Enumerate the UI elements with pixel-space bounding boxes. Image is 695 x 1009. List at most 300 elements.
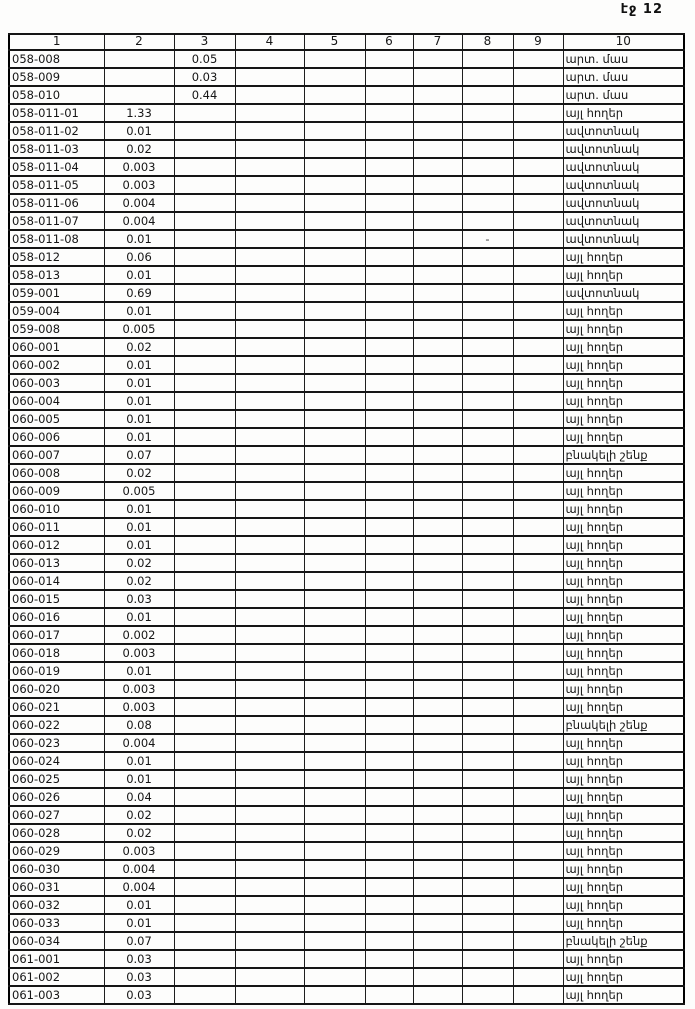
cell-empty-9 [513,986,563,1004]
column-header: 3 [174,34,235,50]
table-row [9,176,684,194]
cell-empty-4 [235,248,304,266]
cell-area-value: 0.01 [104,428,174,446]
cell-empty-6 [365,554,413,572]
table-row [9,320,684,338]
cell-empty-9 [513,896,563,914]
cell-empty-5 [304,266,365,284]
cell-empty-5 [304,230,365,248]
cell-land-use-type: ավտոտնակ [563,140,684,158]
cell-empty-5 [304,752,365,770]
cell-parcel-code: 060-014 [9,572,104,590]
cell-area-value: 0.004 [104,878,174,896]
cell-empty-4 [235,950,304,968]
cell-empty-8 [462,464,513,482]
cell-empty-7 [413,518,462,536]
cell-empty-9 [513,626,563,644]
cell-land-use-type: այլ հողեր [563,770,684,788]
cell-empty-7 [413,176,462,194]
cell-empty-9 [513,50,563,68]
cell-area-value: 0.02 [104,464,174,482]
cell-empty-7 [413,140,462,158]
cell-area-value-2 [174,572,235,590]
cell-parcel-code: 060-033 [9,914,104,932]
cell-land-use-type: ավտոտնակ [563,284,684,302]
cell-empty-6 [365,842,413,860]
cell-land-use-type: այլ հողեր [563,986,684,1004]
cell-empty-9 [513,860,563,878]
cell-empty-5 [304,698,365,716]
cell-empty-4 [235,806,304,824]
cell-area-value: 0.01 [104,392,174,410]
table-row [9,734,684,752]
cell-empty-9 [513,554,563,572]
cell-empty-8 [462,680,513,698]
cell-empty-8 [462,86,513,104]
cell-empty-9 [513,698,563,716]
cell-parcel-code: 058-012 [9,248,104,266]
cell-empty-9 [513,734,563,752]
cell-parcel-code: 060-024 [9,752,104,770]
cell-empty-7 [413,230,462,248]
cell-empty-4 [235,716,304,734]
table-row [9,68,684,86]
cell-area-value-2 [174,716,235,734]
cell-empty-9 [513,68,563,86]
table-row [9,968,684,986]
cell-land-use-type: բնակելի շենք [563,932,684,950]
cell-empty-6 [365,212,413,230]
cell-empty-8 [462,572,513,590]
cell-empty-4 [235,644,304,662]
cell-parcel-code: 058-011-03 [9,140,104,158]
cell-land-use-type: ավտոտնակ [563,158,684,176]
cell-empty-4 [235,500,304,518]
table-row [9,410,684,428]
cell-area-value: 0.005 [104,320,174,338]
cell-empty-8 [462,626,513,644]
land-parcel-table [8,33,685,1005]
cell-empty-6 [365,770,413,788]
cell-empty-7 [413,194,462,212]
table-row [9,554,684,572]
cell-area-value-2 [174,950,235,968]
cell-empty-8 [462,500,513,518]
cell-empty-6 [365,140,413,158]
cell-parcel-code: 060-025 [9,770,104,788]
cell-parcel-code: 060-013 [9,554,104,572]
cell-area-value-2 [174,608,235,626]
cell-area-value: 0.07 [104,932,174,950]
cell-area-value-2 [174,590,235,608]
cell-empty-8 [462,248,513,266]
cell-area-value-2 [174,284,235,302]
cell-parcel-code: 060-010 [9,500,104,518]
cell-land-use-type: բնակելի շենք [563,446,684,464]
cell-land-use-type: այլ հողեր [563,662,684,680]
cell-empty-7 [413,500,462,518]
cell-area-value-2 [174,644,235,662]
cell-area-value: 0.004 [104,860,174,878]
cell-area-value-2 [174,356,235,374]
cell-area-value-2 [174,662,235,680]
cell-area-value [104,86,174,104]
cell-empty-7 [413,284,462,302]
cell-empty-5 [304,770,365,788]
cell-parcel-code: 060-026 [9,788,104,806]
cell-parcel-code: 058-011-05 [9,176,104,194]
cell-empty-4 [235,482,304,500]
table-row [9,122,684,140]
cell-empty-9 [513,104,563,122]
cell-empty-7 [413,104,462,122]
cell-area-value-2: 0.44 [174,86,235,104]
cell-empty-6 [365,734,413,752]
cell-empty-5 [304,950,365,968]
cell-parcel-code: 060-016 [9,608,104,626]
cell-empty-9 [513,158,563,176]
cell-empty-7 [413,50,462,68]
table-row [9,536,684,554]
column-header: 8 [462,34,513,50]
cell-land-use-type: այլ հողեր [563,464,684,482]
table-row [9,140,684,158]
cell-empty-5 [304,212,365,230]
cell-empty-5 [304,878,365,896]
cell-empty-9 [513,230,563,248]
cell-empty-7 [413,392,462,410]
cell-empty-8 [462,914,513,932]
cell-empty-4 [235,896,304,914]
cell-area-value-2 [174,536,235,554]
table-row [9,446,684,464]
cell-empty-6 [365,572,413,590]
cell-area-value-2 [174,788,235,806]
cell-empty-4 [235,842,304,860]
cell-empty-4 [235,788,304,806]
cell-empty-7 [413,626,462,644]
table-row [9,986,684,1004]
cell-empty-9 [513,320,563,338]
cell-empty-4 [235,176,304,194]
cell-empty-4 [235,104,304,122]
cell-area-value: 0.01 [104,356,174,374]
cell-land-use-type: այլ հողեր [563,644,684,662]
cell-empty-5 [304,662,365,680]
cell-empty-7 [413,788,462,806]
cell-empty-6 [365,356,413,374]
cell-empty-7 [413,338,462,356]
cell-empty-8 [462,176,513,194]
cell-parcel-code: 058-011-07 [9,212,104,230]
cell-empty-8 [462,878,513,896]
cell-empty-4 [235,194,304,212]
cell-area-value-2 [174,104,235,122]
cell-empty-6 [365,194,413,212]
cell-empty-9 [513,302,563,320]
cell-empty-4 [235,626,304,644]
cell-parcel-code: 060-015 [9,590,104,608]
cell-empty-9 [513,914,563,932]
cell-parcel-code: 060-023 [9,734,104,752]
cell-empty-4 [235,446,304,464]
cell-empty-7 [413,590,462,608]
cell-land-use-type: այլ հողեր [563,914,684,932]
table-row [9,608,684,626]
cell-empty-4 [235,266,304,284]
cell-land-use-type: ավտոտնակ [563,230,684,248]
cell-empty-4 [235,464,304,482]
table-row [9,752,684,770]
cell-empty-9 [513,572,563,590]
cell-empty-6 [365,464,413,482]
cell-empty-7 [413,86,462,104]
cell-area-value-2 [174,428,235,446]
cell-empty-8 [462,194,513,212]
cell-empty-4 [235,554,304,572]
table-row [9,896,684,914]
cell-empty-4 [235,536,304,554]
cell-empty-7 [413,878,462,896]
cell-parcel-code: 060-007 [9,446,104,464]
cell-area-value: 0.003 [104,698,174,716]
cell-area-value-2 [174,554,235,572]
cell-empty-5 [304,122,365,140]
table-row [9,572,684,590]
cell-empty-5 [304,302,365,320]
table-row [9,428,684,446]
cell-empty-6 [365,932,413,950]
cell-parcel-code: 060-002 [9,356,104,374]
cell-empty-9 [513,662,563,680]
table-row [9,680,684,698]
cell-empty-7 [413,662,462,680]
cell-empty-7 [413,986,462,1004]
cell-empty-4 [235,230,304,248]
cell-empty-5 [304,446,365,464]
cell-empty-8 [462,752,513,770]
cell-empty-8 [462,986,513,1004]
column-header: 6 [365,34,413,50]
cell-area-value: 0.003 [104,644,174,662]
cell-empty-4 [235,734,304,752]
cell-land-use-type: այլ հողեր [563,248,684,266]
cell-empty-7 [413,212,462,230]
cell-empty-4 [235,914,304,932]
column-header: 10 [563,34,684,50]
cell-land-use-type: այլ հողեր [563,698,684,716]
table-row [9,230,684,248]
cell-empty-7 [413,950,462,968]
cell-empty-6 [365,446,413,464]
table-header-row [9,34,684,50]
cell-area-value-2: 0.05 [174,50,235,68]
table-row [9,266,684,284]
cell-area-value-2 [174,986,235,1004]
cell-empty-8 [462,806,513,824]
cell-area-value: 0.003 [104,680,174,698]
cell-empty-9 [513,518,563,536]
cell-parcel-code: 061-001 [9,950,104,968]
cell-empty-8 [462,212,513,230]
cell-area-value: 0.003 [104,842,174,860]
table-row [9,518,684,536]
cell-empty-6 [365,374,413,392]
table-row [9,482,684,500]
table-row [9,338,684,356]
cell-empty-9 [513,878,563,896]
cell-empty-5 [304,968,365,986]
cell-area-value: 0.01 [104,752,174,770]
cell-empty-6 [365,878,413,896]
cell-empty-7 [413,644,462,662]
table-row [9,950,684,968]
cell-area-value: 0.01 [104,410,174,428]
cell-empty-8 [462,788,513,806]
cell-empty-7 [413,356,462,374]
cell-empty-9 [513,590,563,608]
cell-area-value [104,68,174,86]
cell-area-value: 0.03 [104,950,174,968]
cell-empty-7 [413,698,462,716]
table-row [9,356,684,374]
cell-land-use-type: արտ. մաս [563,86,684,104]
cell-parcel-code: 060-020 [9,680,104,698]
cell-empty-9 [513,374,563,392]
cell-area-value-2 [174,878,235,896]
cell-area-value: 0.01 [104,122,174,140]
cell-area-value: 0.003 [104,158,174,176]
cell-empty-5 [304,482,365,500]
cell-empty-8 [462,122,513,140]
cell-empty-6 [365,824,413,842]
cell-empty-9 [513,356,563,374]
cell-land-use-type: արտ. մաս [563,50,684,68]
cell-empty-7 [413,374,462,392]
cell-empty-9 [513,536,563,554]
cell-area-value: 0.02 [104,824,174,842]
cell-empty-8 [462,356,513,374]
cell-land-use-type: այլ հողեր [563,590,684,608]
cell-area-value: 0.07 [104,446,174,464]
cell-area-value: 0.01 [104,536,174,554]
cell-empty-7 [413,572,462,590]
cell-empty-8 [462,662,513,680]
cell-area-value-2 [174,968,235,986]
cell-parcel-code: 058-009 [9,68,104,86]
cell-area-value-2 [174,500,235,518]
cell-empty-8 [462,158,513,176]
cell-empty-4 [235,590,304,608]
cell-land-use-type: այլ հողեր [563,104,684,122]
cell-empty-5 [304,68,365,86]
cell-empty-8 [462,338,513,356]
cell-area-value-2 [174,464,235,482]
cell-area-value-2 [174,338,235,356]
cell-area-value-2 [174,446,235,464]
cell-empty-9 [513,86,563,104]
cell-parcel-code: 059-004 [9,302,104,320]
cell-parcel-code: 058-011-01 [9,104,104,122]
cell-empty-6 [365,428,413,446]
cell-empty-5 [304,716,365,734]
cell-parcel-code: 060-012 [9,536,104,554]
cell-land-use-type: ավտոտնակ [563,194,684,212]
table-row [9,626,684,644]
cell-area-value: 0.002 [104,626,174,644]
cell-area-value-2 [174,806,235,824]
table-row [9,212,684,230]
cell-empty-4 [235,968,304,986]
cell-empty-7 [413,68,462,86]
cell-empty-5 [304,410,365,428]
table-row [9,392,684,410]
cell-area-value: 0.08 [104,716,174,734]
cell-area-value: 0.003 [104,176,174,194]
cell-land-use-type: այլ հողեր [563,518,684,536]
cell-empty-9 [513,680,563,698]
cell-empty-6 [365,860,413,878]
cell-empty-5 [304,896,365,914]
column-header: 7 [413,34,462,50]
table-row [9,770,684,788]
cell-empty-8: - [462,230,513,248]
cell-parcel-code: 060-031 [9,878,104,896]
cell-empty-9 [513,140,563,158]
cell-area-value-2 [174,752,235,770]
cell-empty-5 [304,518,365,536]
cell-empty-9 [513,212,563,230]
cell-empty-4 [235,878,304,896]
cell-empty-8 [462,968,513,986]
table-row [9,806,684,824]
cell-land-use-type: այլ հողեր [563,554,684,572]
cell-area-value: 0.01 [104,266,174,284]
cell-land-use-type: այլ հողեր [563,320,684,338]
cell-empty-7 [413,896,462,914]
cell-empty-9 [513,770,563,788]
cell-empty-7 [413,428,462,446]
table-row [9,824,684,842]
cell-area-value-2 [174,194,235,212]
cell-empty-6 [365,662,413,680]
cell-empty-7 [413,302,462,320]
cell-empty-8 [462,950,513,968]
cell-empty-5 [304,860,365,878]
cell-empty-7 [413,266,462,284]
cell-empty-4 [235,122,304,140]
cell-empty-9 [513,752,563,770]
table-row [9,158,684,176]
cell-empty-5 [304,158,365,176]
cell-empty-4 [235,770,304,788]
table-row [9,716,684,734]
cell-area-value: 0.01 [104,374,174,392]
cell-empty-4 [235,752,304,770]
cell-area-value: 0.02 [104,806,174,824]
cell-empty-6 [365,680,413,698]
cell-area-value: 0.01 [104,770,174,788]
cell-area-value: 0.004 [104,194,174,212]
cell-area-value-2: 0.03 [174,68,235,86]
column-header: 5 [304,34,365,50]
cell-area-value-2 [174,212,235,230]
cell-area-value-2 [174,302,235,320]
cell-empty-5 [304,86,365,104]
cell-empty-9 [513,392,563,410]
cell-land-use-type: այլ հողեր [563,428,684,446]
cell-land-use-type: այլ հողեր [563,860,684,878]
